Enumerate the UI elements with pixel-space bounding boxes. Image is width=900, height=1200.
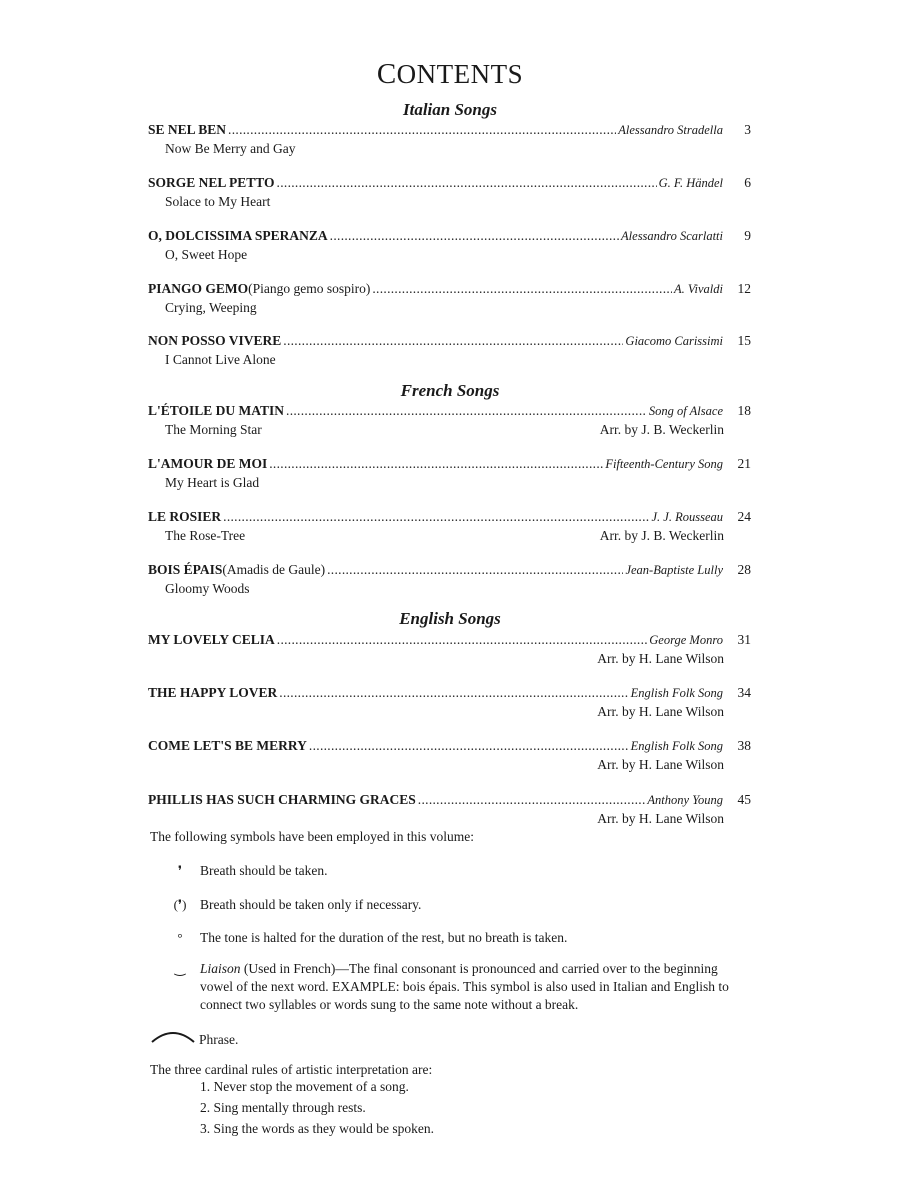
rule-item: 2. Sing mentally through rests. [200, 1100, 366, 1115]
rules-intro: The three cardinal rules of artistic interpretation are: [150, 1062, 433, 1077]
toc-entry[interactable]: NON POSSO VIVERE ..... Giacomo Carissimi 15 I Cannot Live Alone [148, 333, 751, 368]
arranger: Arr. by H. Lane Wilson [597, 811, 724, 826]
symbol-item: (❜) Breath should be taken only if necessary. [168, 896, 750, 914]
toc-entry[interactable]: COME LET'S BE MERRY ..... English Folk Song 38 Arr. by H. Lane Wilson [148, 738, 751, 773]
breath-mark-icon: ❜ [177, 863, 183, 878]
toc-entry[interactable]: L'ÉTOILE DU MATIN ..... Song of Alsace 18 The Morning Star Arr. by J. B. Weckerlin [148, 403, 751, 438]
symbol-item: ‿ Liaison (Used in French)—The final consonant is pronounced and carried over to the beginning vowel of the next word. EXAMPLE: bois épais. This symbol is also used in Italian and English to connect two syllables or words sung to the same note without a break. [168, 960, 750, 1014]
phrase-label: Phrase. [199, 1032, 239, 1047]
page-number: 9 [744, 228, 751, 243]
section-heading-french: French Songs [400, 381, 500, 400]
toc-entry[interactable]: PIANGO GEMO (Piango gemo sospiro) ..... A. Vivaldi 12 Crying, Weeping [148, 281, 751, 316]
liaison-icon: ‿ [174, 961, 186, 976]
page-number: 38 [737, 738, 751, 753]
rule-item: 3. Sing the words as they would be spoken. [200, 1121, 434, 1136]
page-number: 3 [744, 122, 751, 137]
page-title: CONTENTS [376, 58, 524, 90]
arranger: Arr. by H. Lane Wilson [597, 704, 724, 719]
rule-item: 1. Never stop the movement of a song. [200, 1079, 409, 1094]
page-number: 15 [737, 333, 751, 348]
toc-entry[interactable]: LE ROSIER ..... J. J. Rousseau 24 The Rose-Tree Arr. by J. B. Weckerlin [148, 509, 751, 544]
page-number: 31 [737, 632, 751, 647]
page-number: 28 [737, 562, 751, 577]
page-number: 6 [744, 175, 751, 190]
symbol-item: ❜ Breath should be taken. [168, 862, 750, 880]
phrase-arc-icon [150, 1028, 196, 1044]
toc-entry[interactable]: MY LOVELY CELIA ..... George Monro 31 Arr. by H. Lane Wilson [148, 632, 751, 667]
section-heading-italian: Italian Songs [402, 100, 497, 119]
arranger: Arr. by J. B. Weckerlin [599, 528, 724, 543]
toc-entry[interactable]: O, DOLCISSIMA SPERANZA ..... Alessandro Scarlatti 9 O, Sweet Hope [148, 228, 751, 263]
symbols-intro: The following symbols have been employed in this volume: [150, 829, 474, 844]
page-number: 18 [737, 403, 751, 418]
page-number: 24 [737, 509, 751, 524]
toc-entry[interactable]: BOIS ÉPAIS (Amadis de Gaule) ..... Jean-Baptiste Lully 28 Gloomy Woods [148, 562, 751, 597]
toc-entry[interactable]: SORGE NEL PETTO ..... G. F. Händel 6 Solace to My Heart [148, 175, 751, 210]
page-number: 12 [737, 281, 751, 296]
page-number: 34 [737, 685, 751, 700]
arranger: Arr. by H. Lane Wilson [597, 757, 724, 772]
toc-entry[interactable]: PHILLIS HAS SUCH CHARMING GRACES ..... Anthony Young 45 Arr. by H. Lane Wilson [148, 792, 751, 827]
optional-breath-icon: (❜) [173, 897, 187, 912]
arranger: Arr. by H. Lane Wilson [597, 651, 724, 666]
page-number: 45 [737, 792, 751, 807]
toc-entry[interactable]: THE HAPPY LOVER ..... English Folk Song 34 Arr. by H. Lane Wilson [148, 685, 751, 720]
page-number: 21 [737, 456, 751, 471]
toc-entry[interactable]: SE NEL BEN ..... Alessandro Stradella 3 Now Be Merry and Gay [148, 122, 751, 157]
symbol-item: ° The tone is halted for the duration of the rest, but no breath is taken. [168, 929, 750, 947]
halt-mark-icon: ° [177, 930, 183, 945]
toc-entry[interactable]: L'AMOUR DE MOI ..... Fifteenth-Century Song 21 My Heart is Glad [148, 456, 751, 491]
section-heading-english: English Songs [399, 609, 501, 628]
arranger: Arr. by J. B. Weckerlin [599, 422, 724, 437]
